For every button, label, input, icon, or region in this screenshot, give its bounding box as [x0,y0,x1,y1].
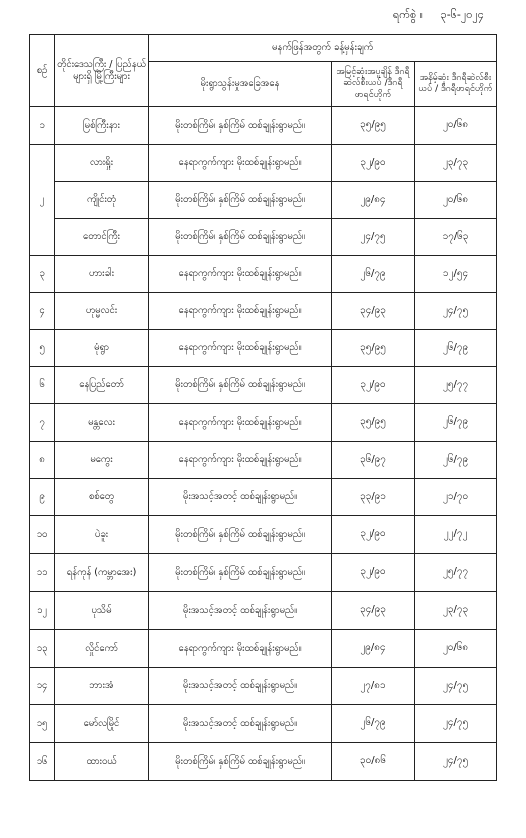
min-temp-cell: ၂၅/၇၇ [415,554,497,592]
row-number: ၄ [30,293,55,330]
date-label: ရက်စွဲ ။ [392,8,423,21]
row-number: ၅ [30,330,55,367]
table-row [30,479,497,516]
table-row [30,367,497,404]
max-temp-cell: ၂၉/၈၄ [332,630,415,668]
header-city: တိုင်းဒေသကြီး / ပြည်နယ်များရှိ မြို့ကြီးများ [55,35,149,107]
city-cell: မြစ်ကြီးနား [55,107,149,145]
row-number: ၂ [30,145,55,256]
min-temp-cell: ၂၄/၇၅ [415,705,497,743]
city-cell: ဘားအံ [55,668,149,705]
min-temp-cell: ၂၄/၇၅ [415,668,497,705]
max-temp-cell: ၃၃/၉၁ [332,479,415,516]
min-temp-cell: ၂၀/၆၈ [415,107,497,145]
condition-cell: မိုးအသင့်အတင့် ထစ်ချုန်းရွာမည်။ [149,668,332,705]
date-value: ၃-၆-၂၀၂၄ [440,8,484,21]
city-cell: လားရှိုး [55,145,149,182]
city-cell: မန္တလေး [55,404,149,442]
header-forecast-group: မနက်ဖြန်အတွက် ခန့်မှန်းချက် [149,35,497,62]
max-temp-cell: ၃၅/၉၅ [332,404,415,442]
condition-cell: မိုးတစ်ကြိမ်၊ နှစ်ကြိမ် ထစ်ချုန်းရွာမည်။ [149,219,332,256]
row-number: ၁၂ [30,592,55,630]
condition-cell: နေရာကွက်ကျား မိုးထစ်ချုန်းရွာမည်။ [149,442,332,479]
city-cell: ကျိုင်းတုံ [55,182,149,219]
min-temp-cell: ၂၃/၇၃ [415,592,497,630]
table-row [30,554,497,592]
table-row [30,107,497,145]
condition-cell: မိုးအသင့်အတင့် ထစ်ချုန်းရွာမည်။ [149,705,332,743]
table-row [30,705,497,743]
city-cell: မော်လမြိုင် [55,705,149,743]
city-cell: မုံရွာ [55,330,149,367]
row-number: ၈ [30,442,55,479]
row-number: ၃ [30,256,55,293]
condition-cell: မိုးတစ်ကြိမ်၊ နှစ်ကြိမ် ထစ်ချုန်းရွာမည်။ [149,554,332,592]
max-temp-cell: ၃၂/၉၀ [332,554,415,592]
condition-cell: မိုးတစ်ကြိမ်၊ နှစ်ကြိမ် ထစ်ချုန်းရွာမည်။ [149,367,332,404]
table-row [30,219,497,256]
city-cell: မကွေး [55,442,149,479]
table-row [30,592,497,630]
row-number: ၁၀ [30,516,55,554]
min-temp-cell: ၂၀/၆၈ [415,182,497,219]
condition-cell: မိုးတစ်ကြိမ်၊ နှစ်ကြိမ် ထစ်ချုန်းရွာမည်။ [149,182,332,219]
min-temp-cell: ၂၆/၇၉ [415,330,497,367]
table-row [30,442,497,479]
min-temp-cell: ၂၅/၇၇ [415,367,497,404]
min-temp-cell: ၂၁/၇၀ [415,479,497,516]
row-number: ၁၄ [30,668,55,705]
max-temp-cell: ၂၄/၇၅ [332,219,415,256]
condition-cell: နေရာကွက်ကျား မိုးထစ်ချုန်းရွာမည်။ [149,256,332,293]
table-row [30,404,497,442]
table-row [30,145,497,182]
min-temp-cell: ၂၀/၆၈ [415,630,497,668]
max-temp-cell: ၃၄/၉၃ [332,592,415,630]
table-row [30,182,497,219]
header-max-temp: အမြင့်ဆုံးအပူချိန် ဒီဂရီဆဲလ်စီးယပ် /ဒီဂရီဖာရင်ဟိုက် [332,62,415,107]
min-temp-cell: ၂၆/၇၉ [415,442,497,479]
condition-cell: မိုးအသင့်အတင့် ထစ်ချုန်းရွာမည်။ [149,479,332,516]
max-temp-cell: ၃၅/၉၅ [332,330,415,367]
table-row [30,293,497,330]
condition-cell: နေရာကွက်ကျား မိုးထစ်ချုန်းရွာမည်။ [149,630,332,668]
header-condition: မိုးရွာသွန်းမှုအခြေအနေ [149,62,332,107]
city-cell: ထားဝယ် [55,743,149,781]
city-cell: ပုသိမ် [55,592,149,630]
row-number: ၁၃ [30,630,55,668]
city-cell: စစ်တွေ [55,479,149,516]
min-temp-cell: ၂၄/၇၅ [415,743,497,781]
table-body [30,107,497,781]
date-line [379,8,484,24]
city-cell: ဟားခါး [55,256,149,293]
max-temp-cell: ၃၀/၈၆ [332,743,415,781]
min-temp-cell: ၂၃/၇၃ [415,145,497,182]
city-cell: နေပြည်တော် [55,367,149,404]
max-temp-cell: ၂၆/၇၉ [332,256,415,293]
row-number: ၁၅ [30,705,55,743]
forecast-table [29,34,497,781]
max-temp-cell: ၂၇/၈၁ [332,668,415,705]
max-temp-cell: ၃၅/၉၅ [332,107,415,145]
table-row [30,516,497,554]
max-temp-cell: ၃၂/၉၀ [332,516,415,554]
min-temp-cell: ၁၇/၆၃ [415,219,497,256]
condition-cell: မိုးတစ်ကြိမ်၊ နှစ်ကြိမ် ထစ်ချုန်းရွာမည်။ [149,743,332,781]
max-temp-cell: ၂၆/၇၉ [332,705,415,743]
condition-cell: နေရာကွက်ကျား မိုးထစ်ချုန်းရွာမည်။ [149,293,332,330]
min-temp-cell: ၂၆/၇၉ [415,404,497,442]
row-number: ၇ [30,404,55,442]
header-no: စဉ် [30,35,55,107]
condition-cell: မိုးတစ်ကြိမ်၊ နှစ်ကြိမ် ထစ်ချုန်းရွာမည်။ [149,107,332,145]
condition-cell: မိုးအသင့်အတင့် ထစ်ချုန်းရွာမည်။ [149,592,332,630]
header-min-temp: အနိမ့်ဆုံး ဒီဂရီဆဲလ်စီးယပ် / ဒီဂရီဖာရင်ဟိုက် [415,62,497,107]
table-row [30,668,497,705]
row-number: ၆ [30,367,55,404]
condition-cell: နေရာကွက်ကျား မိုးထစ်ချုန်းရွာမည်။ [149,145,332,182]
condition-cell: မိုးတစ်ကြိမ်၊ နှစ်ကြိမ် ထစ်ချုန်းရွာမည်။ [149,516,332,554]
city-cell: တောင်ကြီး [55,219,149,256]
condition-cell: နေရာကွက်ကျား မိုးထစ်ချုန်းရွာမည်။ [149,404,332,442]
table-row [30,743,497,781]
city-cell: လှိုင်ကော် [55,630,149,668]
table-row [30,330,497,367]
city-cell: ပဲခူး [55,516,149,554]
condition-cell: နေရာကွက်ကျား မိုးထစ်ချုန်းရွာမည်။ [149,330,332,367]
city-cell: ရန်ကုန် (ကမ္ဘာအေး) [55,554,149,592]
row-number: ၉ [30,479,55,516]
max-temp-cell: ၃၂/၉၀ [332,367,415,404]
min-temp-cell: ၁၂/၅၄ [415,256,497,293]
row-number: ၁ [30,107,55,145]
max-temp-cell: ၂၉/၈၄ [332,182,415,219]
min-temp-cell: ၂၄/၇၅ [415,293,497,330]
city-cell: ဟုမ္မလင်း [55,293,149,330]
min-temp-cell: ၂၂/၇၂ [415,516,497,554]
max-temp-cell: ၃၄/၉၃ [332,293,415,330]
row-number: ၁၁ [30,554,55,592]
max-temp-cell: ၃၆/၉၇ [332,442,415,479]
table-row [30,256,497,293]
table-row [30,630,497,668]
max-temp-cell: ၃၂/၉၀ [332,145,415,182]
row-number: ၁၆ [30,743,55,781]
